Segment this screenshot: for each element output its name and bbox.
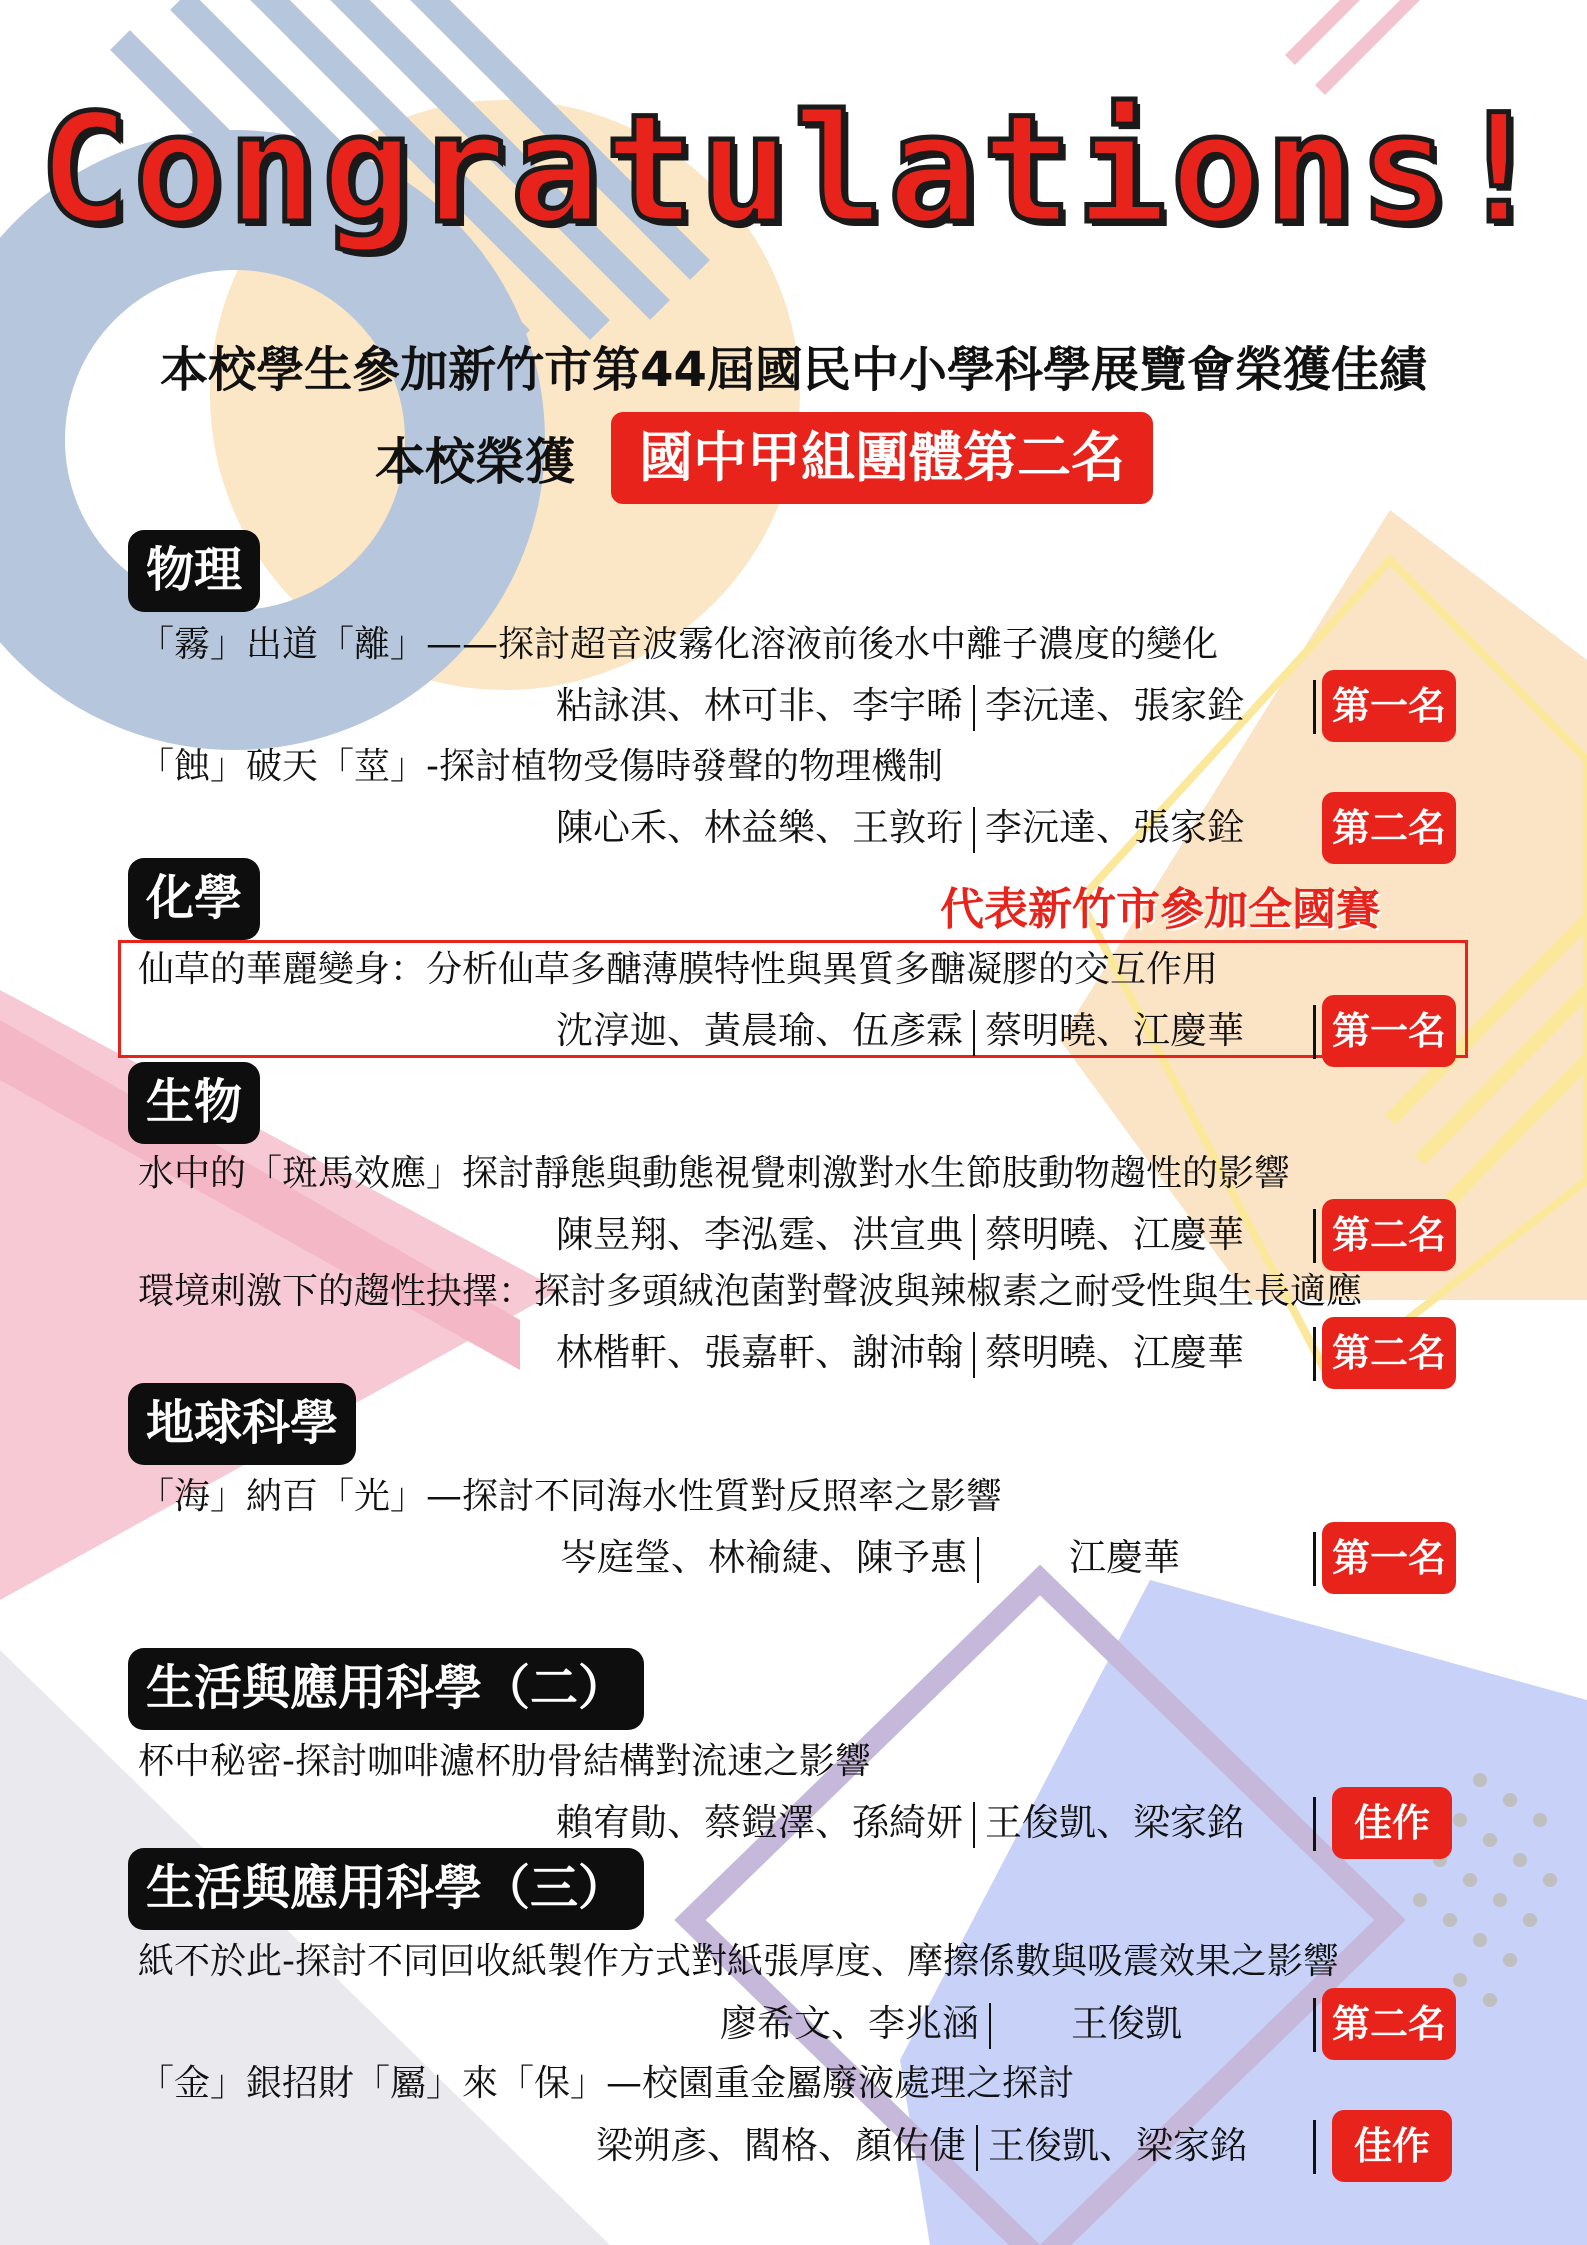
separator xyxy=(973,1332,975,1378)
separator xyxy=(1313,1209,1316,1263)
separator xyxy=(989,2003,991,2049)
category-physics: 物理 xyxy=(128,530,260,612)
separator xyxy=(973,685,975,731)
rank-badge: 佳作 xyxy=(1332,2110,1452,2182)
category-applied-science-2: 生活與應用科學（二） xyxy=(128,1648,644,1730)
entry-names xyxy=(556,1328,1244,1378)
pink-stripes-shape xyxy=(1290,0,1450,90)
entry-names xyxy=(720,1999,1182,2049)
team-award-line xyxy=(375,410,1153,506)
rank-badge: 第一名 xyxy=(1322,995,1456,1067)
separator xyxy=(1313,680,1316,734)
entry-title: 水中的「斑馬效應」探討靜態與動態視覺刺激對水生節肢動物趨性的影響 xyxy=(138,1153,1291,1194)
entry-teachers: 江慶華 xyxy=(1069,1536,1180,1579)
entry-names xyxy=(560,1533,1180,1583)
entry-teachers: 李沅達、張家銓 xyxy=(985,684,1244,727)
entry-teachers: 李沅達、張家銓 xyxy=(985,806,1244,849)
separator xyxy=(1313,1797,1316,1851)
category-applied-science-3: 生活與應用科學（三） xyxy=(128,1848,644,1930)
entry-names xyxy=(556,1210,1244,1260)
rank-badge: 佳作 xyxy=(1332,1787,1452,1859)
entry-teachers: 蔡明曉、江慶華 xyxy=(985,1009,1244,1052)
entry-names xyxy=(596,2121,1247,2171)
entry-students: 林楷軒、張嘉軒、謝沛翰 xyxy=(556,1331,963,1374)
separator xyxy=(1313,1327,1316,1381)
entry-students: 陳昱翔、李泓霆、洪宣典 xyxy=(556,1213,963,1256)
congratulations-headline: Congratulations! xyxy=(39,83,1548,257)
entry-teachers: 王俊凱 xyxy=(1071,2002,1182,2045)
entry-title: 「海」納百「光」—探討不同海水性質對反照率之影響 xyxy=(138,1476,1003,1517)
category-biology: 生物 xyxy=(128,1062,260,1144)
separator xyxy=(973,1010,975,1056)
entry-title: 環境刺激下的趨性抉擇：探討多頭絨泡菌對聲波與辣椒素之耐受性與生長適應 xyxy=(138,1271,1363,1312)
entry-names xyxy=(556,1006,1244,1056)
entry-teachers: 王俊凱、梁家銘 xyxy=(988,2124,1247,2167)
separator xyxy=(976,2125,978,2171)
rank-badge: 第二名 xyxy=(1322,1199,1456,1271)
entry-students: 陳心禾、林益樂、王敦珩 xyxy=(556,806,963,849)
separator xyxy=(1313,1532,1316,1586)
team-award-prefix: 本校榮獲 xyxy=(375,433,575,491)
entry-students: 廖希文、李兆涵 xyxy=(720,2002,979,2045)
separator xyxy=(977,1537,979,1583)
rank-badge: 第二名 xyxy=(1322,792,1456,864)
separator xyxy=(973,807,975,853)
separator xyxy=(973,1214,975,1260)
entry-title: 仙草的華麗變身：分析仙草多醣薄膜特性與異質多醣凝膠的交互作用 xyxy=(138,949,1219,990)
rank-badge: 第一名 xyxy=(1322,1522,1456,1594)
rank-badge: 第二名 xyxy=(1322,1988,1456,2060)
entry-names xyxy=(556,1798,1244,1848)
category-chemistry: 化學 xyxy=(128,858,260,940)
entry-names xyxy=(556,803,1244,853)
entry-title: 「金」銀招財「屬」來「保」—校園重金屬廢液處理之探討 xyxy=(138,2063,1075,2104)
national-representative-note: 代表新竹市參加全國賽 xyxy=(940,884,1380,935)
rank-badge: 第一名 xyxy=(1322,670,1456,742)
entry-students: 賴宥勛、蔡鎧澤、孫綺妍 xyxy=(556,1801,963,1844)
separator xyxy=(1313,1005,1316,1059)
entry-title: 紙不於此-探討不同回收紙製作方式對紙張厚度、摩擦係數與吸震效果之影響 xyxy=(138,1941,1339,1982)
team-award-badge: 國中甲組團體第二名 xyxy=(611,412,1153,504)
entry-teachers: 蔡明曉、江慶華 xyxy=(985,1331,1244,1374)
entry-students: 梁朔彥、閻格、顏佑倢 xyxy=(596,2124,966,2167)
entry-teachers: 蔡明曉、江慶華 xyxy=(985,1213,1244,1256)
entry-title: 「蝕」破天「莖」-探討植物受傷時發聲的物理機制 xyxy=(138,746,943,787)
event-subtitle: 本校學生參加新竹市第44屆國民中小學科學展覽會榮獲佳績 xyxy=(160,342,1427,398)
category-earth-science: 地球科學 xyxy=(128,1383,356,1465)
entry-students: 沈淳迦、黃晨瑜、伍彥霖 xyxy=(556,1009,963,1052)
entry-teachers: 王俊凱、梁家銘 xyxy=(985,1801,1244,1844)
rank-badge: 第二名 xyxy=(1322,1317,1456,1389)
entry-students: 岑庭瑩、林褕緁、陳予惠 xyxy=(560,1536,967,1579)
separator xyxy=(1313,2120,1316,2174)
separator xyxy=(1313,1998,1316,2052)
entry-students: 粘詠淇、林可非、李宇晞 xyxy=(556,684,963,727)
separator xyxy=(973,1802,975,1848)
entry-title: 杯中秘密-探討咖啡濾杯肋骨結構對流速之影響 xyxy=(138,1741,871,1782)
entry-title: 「霧」出道「離」——探討超音波霧化溶液前後水中離子濃度的變化 xyxy=(138,624,1219,665)
entry-names xyxy=(556,681,1244,731)
